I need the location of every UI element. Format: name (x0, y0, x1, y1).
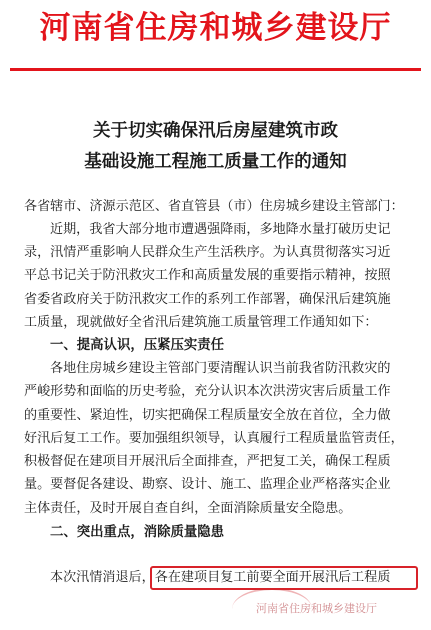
body-line: 各地住房城乡建设主管部门要清醒认识当前我省防汛救灾的 (50, 361, 391, 376)
document-title-line-1: 关于切实确保汛后房屋建筑市政 (93, 121, 338, 141)
body-line: 量。要督促各建设、勘察、设计、施工、监理企业严格落实企业 (24, 477, 391, 492)
body-line: 省委省政府关于防汛救灾工作的系列工作部署，确保汛后建筑施 (24, 292, 391, 307)
body-line: 积极督促在建项目开展汛后全面排查，严把复工关，确保工程质 (24, 454, 391, 469)
letterhead-rule (10, 68, 421, 71)
body-line: 主体责任，及时开展自查自纠，全面消除质量安全隐患。 (24, 501, 352, 516)
body-line: 工质量，现就做好全省汛后建筑施工质量管理工作通知如下： (24, 315, 378, 330)
highlight-annotation-box (150, 566, 418, 590)
body-line: 平总书记关于防汛救灾工作和高质量发展的重要指示精神，按照 (24, 268, 391, 283)
body-line: 好汛后复工工作。要加强组织领导，认真履行工程质量监管责任， (24, 431, 404, 446)
body-line: 的重要性、紧迫性，切实把确保工程质量安全放在首位，全力做 (24, 408, 391, 423)
section-heading-2: 二、突出重点，消除质量隐患 (50, 525, 225, 540)
official-seal-text: 河南省住房和城乡建设厅 (256, 602, 377, 615)
body-line: 本次汛情消退后，各在建项目复工前要全面开展汛后工程质 (50, 570, 391, 585)
salutation: 各省辖市、济源示范区、省直管县（市）住房城乡建设主管部门： (24, 199, 404, 214)
body-line: 近期，我省大部分地市遭遇强降雨，多地降水量打破历史记 (50, 222, 391, 237)
section-heading-1: 一、提高认识，压紧压实责任 (50, 338, 225, 353)
document-title-line-2: 基础设施工程施工质量工作的通知 (84, 152, 347, 172)
body-line: 录，汛情严重影响人民群众生产生活秩序。为认真贯彻落实习近 (24, 245, 391, 260)
letterhead: 河南省住房和城乡建设厅 (39, 10, 392, 46)
body-line: 严峻形势和面临的历史考验，充分认识本次洪涝灾害后质量工作 (24, 384, 391, 399)
